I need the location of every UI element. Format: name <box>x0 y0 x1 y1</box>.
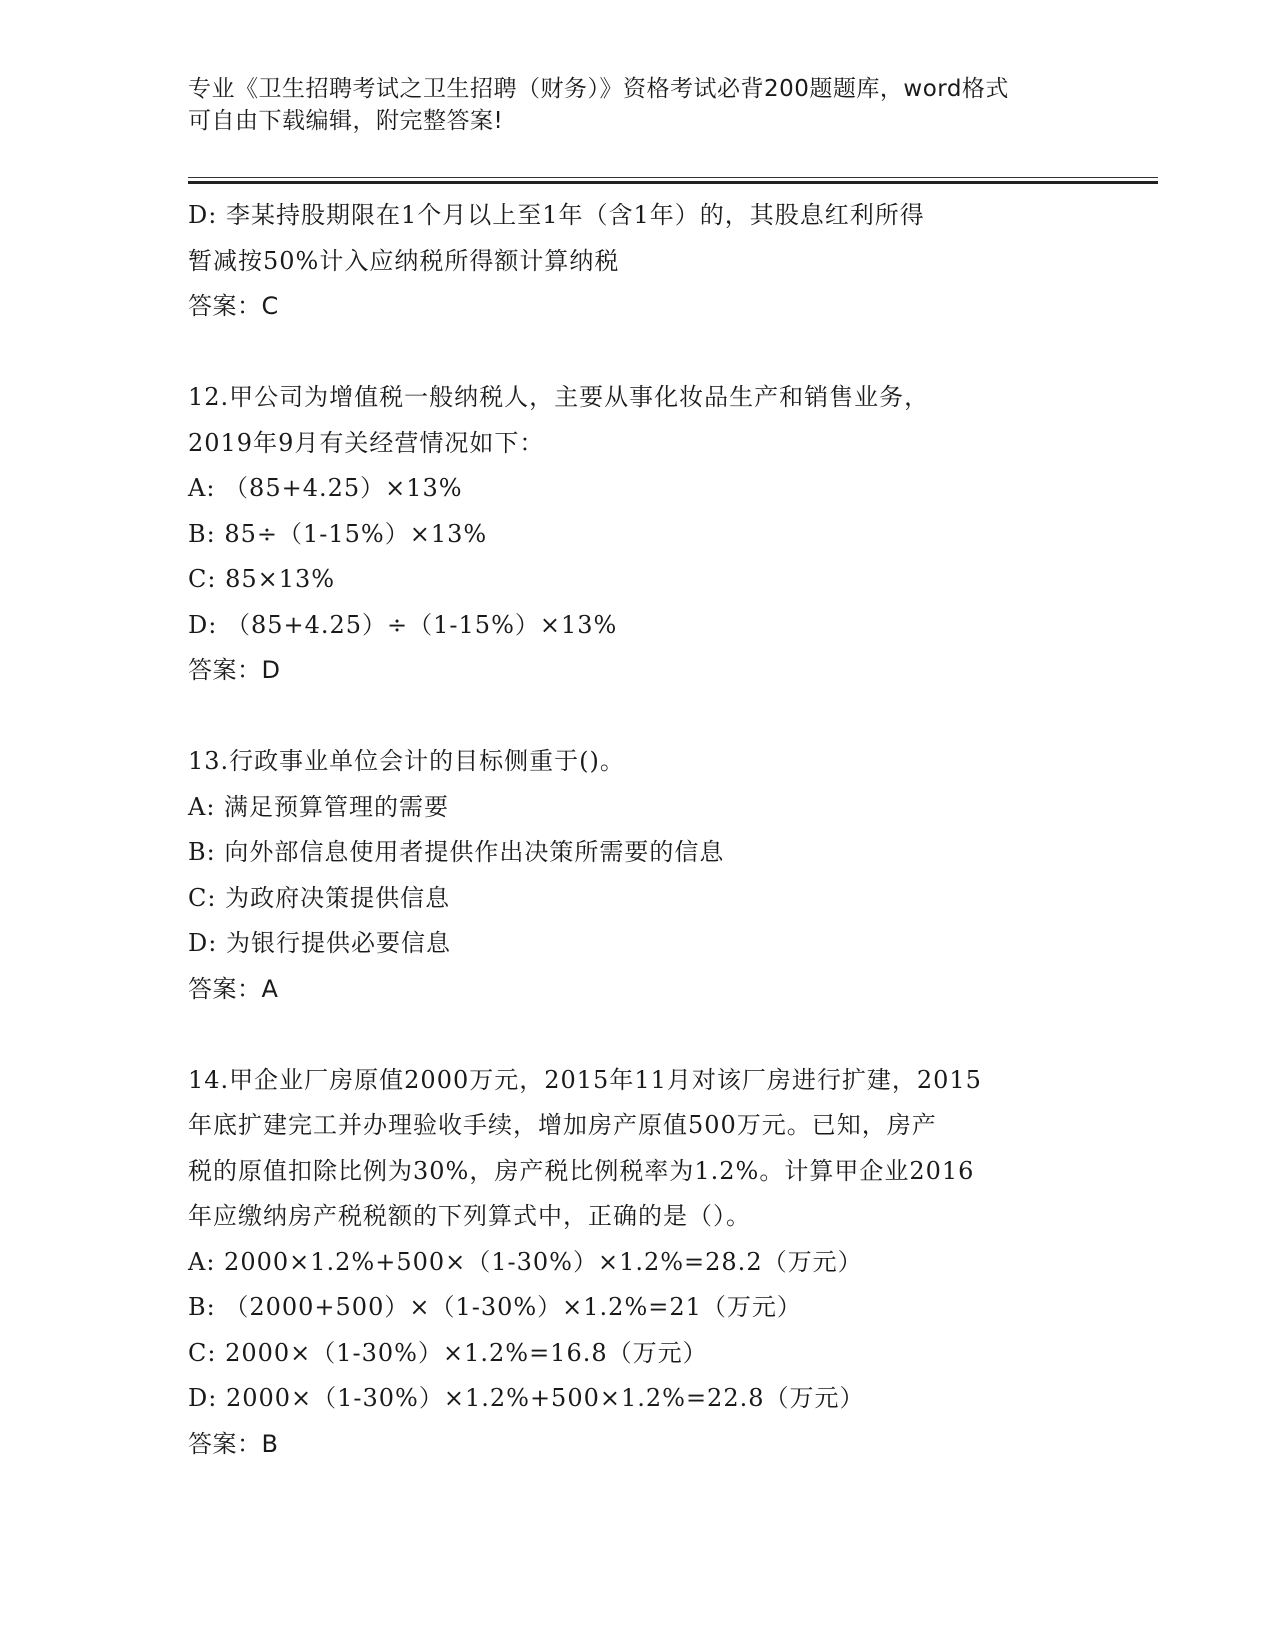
header-divider-thick <box>188 181 1158 184</box>
question-14 <box>188 1058 1088 1468</box>
option-c: C: 为政府决策提供信息 <box>188 883 451 912</box>
spacer <box>188 694 1088 740</box>
spacer <box>188 1012 1088 1058</box>
option-d-line-1: D: 李某持股期限在1个月以上至1年（含1年）的，其股息红利所得 <box>188 201 925 229</box>
question-stem-line-1: 13.行政事业单位会计的目标侧重于()。 <box>188 747 625 775</box>
question-13 <box>188 739 1088 1012</box>
question-stem-line-1: 14.甲企业厂房原值2000万元，2015年11月对该厂房进行扩建，2015 <box>188 1065 982 1094</box>
header-title-line-2: 可自由下载编辑，附完整答案! <box>188 108 504 134</box>
option-d-line-2: 暂减按50%计入应纳税所得额计算纳税 <box>188 246 620 275</box>
document-header <box>188 73 1088 137</box>
option-c: C: 2000×（1-30%）×1.2%=16.8（万元） <box>188 1338 708 1367</box>
option-b: B: 85÷（1-15%）×13% <box>188 519 488 548</box>
question-stem-line-1: 12.甲公司为增值税一般纳税人，主要从事化妆品生产和销售业务， <box>188 383 930 411</box>
question-stem-line-2: 年底扩建完工并办理验收手续，增加房产原值500万元。已知，房产 <box>188 1111 937 1139</box>
header-title-line-1: 专业《卫生招聘考试之卫生招聘（财务）》资格考试必背200题题库，word格式 <box>188 76 1009 102</box>
answer-line: 答案：D <box>188 656 281 684</box>
option-b: B: （2000+500）×（1-30%）×1.2%=21（万元） <box>188 1293 802 1321</box>
option-d: D: 2000×（1-30%）×1.2%+500×1.2%=22.8（万元） <box>188 1384 865 1412</box>
question-stem-line-2: 2019年9月有关经营情况如下： <box>188 428 545 457</box>
spacer <box>188 330 1088 376</box>
answer-line: 答案：A <box>188 974 279 1003</box>
question-stem-line-3: 税的原值扣除比例为30%，房产税比例税率为1.2%。计算甲企业2016 <box>188 1156 975 1185</box>
option-d: D: （85+4.25）÷（1-15%）×13% <box>188 610 618 639</box>
question-stem-line-4: 年应缴纳房产税税额的下列算式中，正确的是（）。 <box>188 1202 751 1230</box>
option-a: A: 2000×1.2%+500×（1-30%）×1.2%=28.2（万元） <box>188 1247 863 1276</box>
option-c: C: 85×13% <box>188 565 336 593</box>
option-d: D: 为银行提供必要信息 <box>188 929 451 957</box>
option-b: B: 向外部信息使用者提供作出决策所需要的信息 <box>188 838 725 866</box>
option-a: A: 满足预算管理的需要 <box>188 792 450 821</box>
answer-line: 答案：C <box>188 292 279 320</box>
question-12 <box>188 375 1088 694</box>
answer-line: 答案：B <box>188 1429 279 1458</box>
header-divider-thin <box>188 177 1158 178</box>
question-11-tail <box>188 193 1088 330</box>
document-body <box>188 193 1088 1467</box>
option-a: A: （85+4.25）×13% <box>188 474 463 502</box>
